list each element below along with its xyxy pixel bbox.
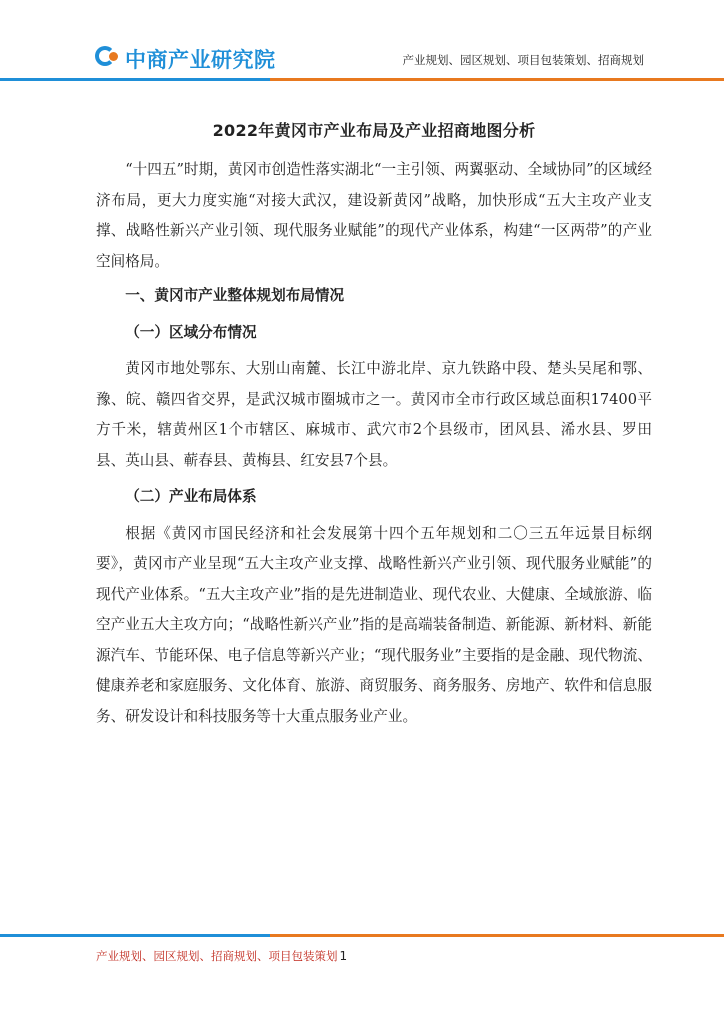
section-heading: 一、黄冈市产业整体规划布局情况: [125, 287, 345, 304]
header-divider: [0, 78, 724, 81]
intro-paragraph: “十四五”时期，黄冈市创造性落实湖北“一主引领、两翼驱动、全域协同”的区域经济布局，更大力度实施“对接大武汉，建设新黄冈”战略，加快形成“五大主攻产业支撑、战略性新兴产业引领、现代服务业赋能”的现代产业体系，构建“一区两带”的产业空间格局。: [96, 161, 652, 270]
footer-divider: [0, 934, 724, 937]
page-header: [0, 0, 724, 82]
regional-paragraph: 黄冈市地处鄂东、大别山南麓、长江中游北岸、京九铁路中段、楚头吴尾和鄂、豫、皖、赣四省交界，是武汉城市圈城市之一。黄冈市全市行政区域总面积17400平方千米，辖黄州区1个市辖区、麻城市、武穴市2个县级市，团风县、浠水县、罗田县、英山县、蕲春县、黄梅县、红安县7个县。: [96, 360, 652, 469]
logo-icon: [95, 46, 121, 72]
footer-tagline: [96, 948, 347, 964]
document-title: 2022年黄冈市产业布局及产业招商地图分析: [212, 121, 536, 140]
page-footer: [0, 930, 724, 970]
header-tagline: 产业规划、园区规划、项目包装策划、招商规划: [402, 53, 644, 67]
document-body: [96, 118, 652, 732]
logo-text: 中商产业研究院: [125, 48, 276, 72]
subsection-heading-industry: （二）产业布局体系: [125, 488, 257, 505]
page-number: 1: [339, 949, 348, 963]
industry-paragraph: 根据《黄冈市国民经济和社会发展第十四个五年规划和二〇三五年远景目标纲要》，黄冈市产业呈现“五大主攻产业支撑、战略性新兴产业引领、现代服务业赋能”的现代产业体系。“五大主攻产业”指的是先进制造业、现代农业、大健康、全域旅游、临空产业五大主攻方向；“战略性新兴产业”指的是高端装备制造、新能源、新材料、新能源汽车、节能环保、电子信息等新兴产业；“现代服务业”主要指的是金融、现代物流、健康养老和家庭服务、文化体育、旅游、商贸服务、商务服务、房地产、软件和信息服务、研发设计和科技服务等十大重点服务业产业。: [96, 524, 652, 725]
footer-text: 产业规划、园区规划、招商规划、项目包装策划: [96, 949, 338, 963]
subsection-heading-regional: （一）区域分布情况: [125, 323, 257, 341]
company-logo: [95, 44, 276, 74]
